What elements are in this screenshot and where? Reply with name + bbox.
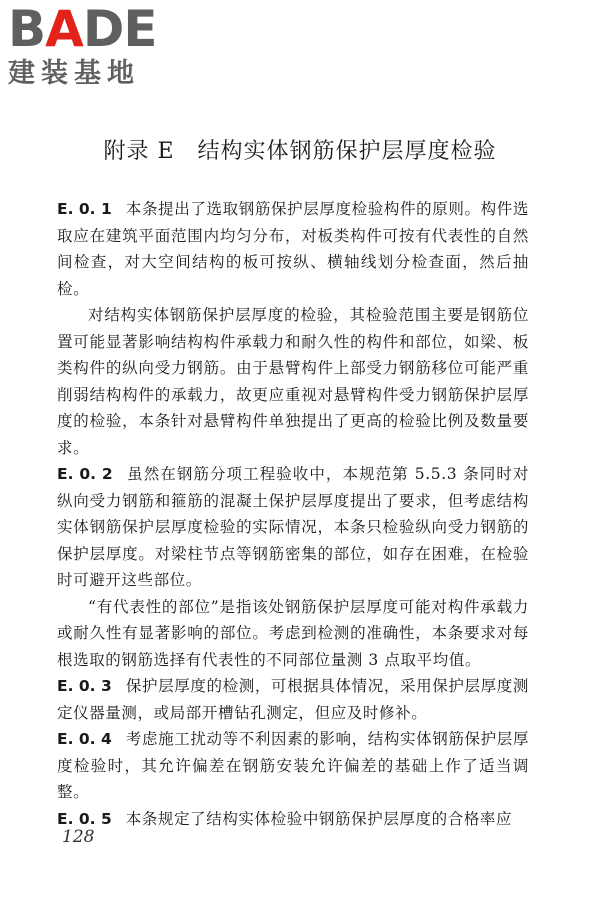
paragraph-text: 对结构实体钢筋保护层厚度的检验，其检验范围主要是钢筋位置可能显著影响结构构件承载力和耐久性的构件和部位，如梁、板类构件的纵向受力钢筋。由于悬臂构件上部受力钢筋移位可能严重削弱结构构件的承载力，故更应重视对悬臂构件受力钢筋保护层厚度的检验，本条针对悬臂构件单独提出了更高的检验比例及数量要求。: [57, 306, 529, 457]
paragraph-text: 虽然在钢筋分项工程验收中，本规范第 5.5.3 条同时对纵向受力钢筋和箍筋的混凝土保护层厚度提出了要求，但考虑结构实体钢筋保护层厚度检验的实际情况，本条只检验纵向受力钢筋的保护层厚度。对梁柱节点等钢筋密集的部位，如存在困难，在检验时可避开这些部位。: [57, 465, 529, 589]
page-title: 附录 E 结构实体钢筋保护层厚度检验: [103, 139, 497, 164]
document-body: [57, 196, 529, 832]
paragraph-e02: [57, 461, 529, 594]
paragraph-e01-cont: [57, 302, 529, 461]
clause-number: E. 0. 4: [57, 730, 112, 748]
logo-subtitle: 建装基地: [8, 58, 140, 89]
paragraph-e05: [57, 806, 529, 833]
paragraph-text: 本条提出了选取钢筋保护层厚度检验构件的原则。构件选取应在建筑平面范围内均匀分布，对板类构件可按有代表性的自然间检查，对大空间结构的板可按纵、横轴线划分检查面，然后抽检。: [57, 200, 529, 298]
bade-logo: [8, 0, 178, 94]
page-number: 128: [62, 827, 95, 847]
paragraph-text: 本条规定了结构实体检验中钢筋保护层厚度的合格率应: [125, 809, 513, 828]
paragraph-e02-cont: [57, 594, 529, 674]
clause-number: E. 0. 3: [57, 677, 112, 695]
paragraph-text: 保护层厚度的检测，可根据具体情况，采用保护层厚度测定仪器量测，或局部开槽钻孔测定，但应及时修补。: [57, 677, 529, 722]
clause-number: E. 0. 5: [57, 809, 112, 828]
logo-wordmark: BADE: [8, 0, 157, 58]
paragraph-e01: [57, 196, 529, 302]
clause-number: E. 0. 2: [57, 465, 113, 483]
paragraph-text: 考虑施工扰动等不利因素的影响，结构实体钢筋保护层厚度检验时，其允许偏差在钢筋安装允许偏差的基础上作了适当调整。: [57, 730, 529, 801]
clause-number: E. 0. 1: [57, 200, 112, 218]
paragraph-e03: [57, 673, 529, 726]
paragraph-e04: [57, 726, 529, 806]
paragraph-text: “有代表性的部位”是指该处钢筋保护层厚度可能对构件承载力或耐久性有显著影响的部位。考虑到检测的准确性，本条要求对每根选取的钢筋选择有代表性的不同部位量测 3 点取平均值。: [57, 597, 529, 669]
